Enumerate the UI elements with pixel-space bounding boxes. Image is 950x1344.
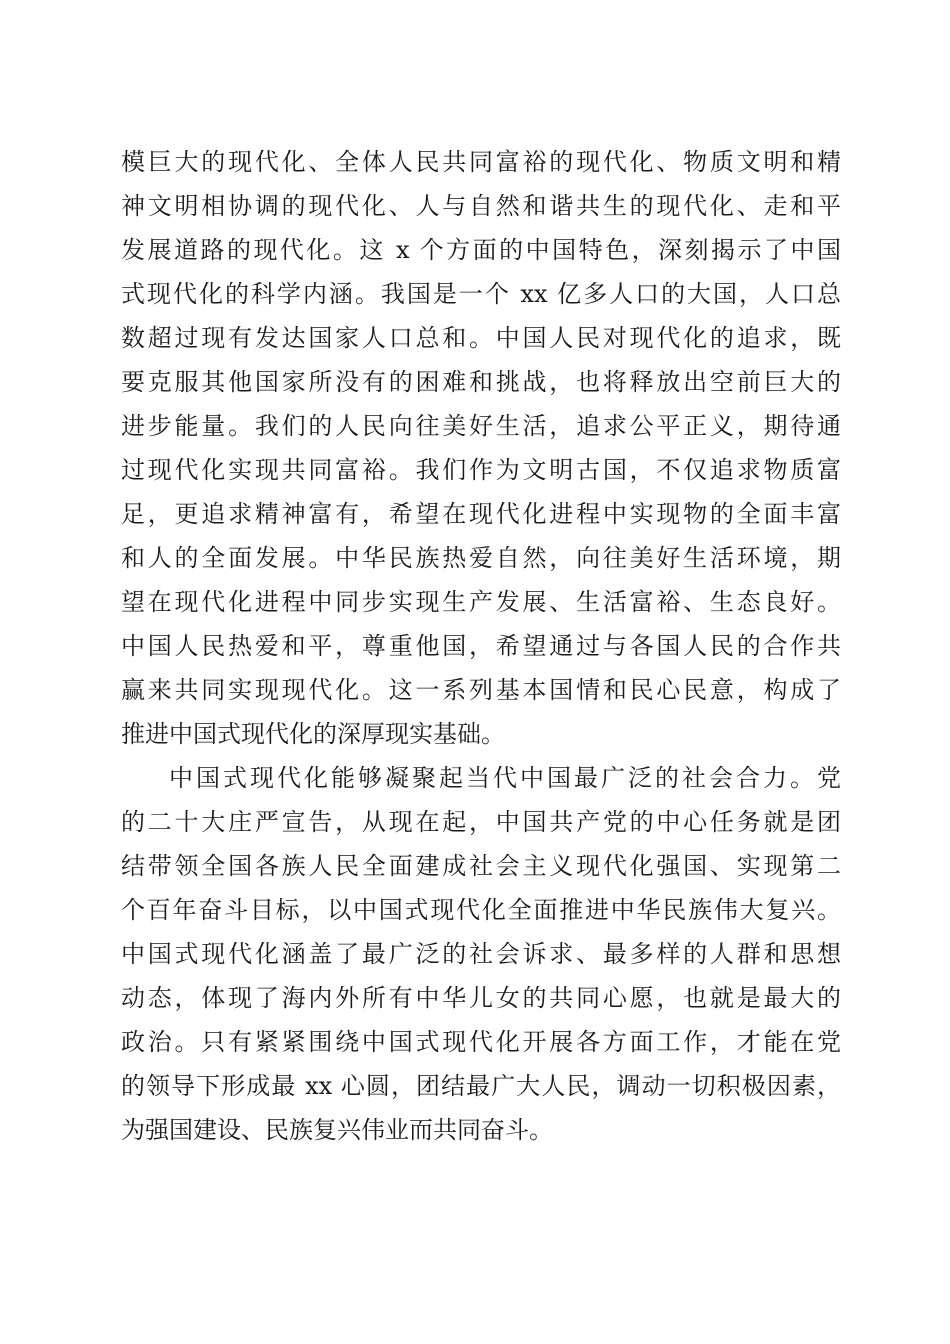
paragraph-2 xyxy=(121,756,841,1152)
paragraph-line: 动态，体现了海内外所有中华儿女的共同心愿，也就是最大的 xyxy=(121,984,841,1012)
paragraph-line: 数超过现有发达国家人口总和。中国人民对现代化的追求，既 xyxy=(121,324,841,352)
paragraph-line: 的二十大庄严宣告，从现在起，中国共产党的中心任务就是团 xyxy=(121,808,841,836)
paragraph-line: 过现代化实现共同富裕。我们作为文明古国，不仅追求物质富 xyxy=(121,456,841,484)
paragraph-line: 足，更追求精神富有，希望在现代化进程中实现物的全面丰富 xyxy=(121,500,841,528)
paragraph-1 xyxy=(121,140,841,756)
paragraph-line: 模巨大的现代化、全体人民共同富裕的现代化、物质文明和精 xyxy=(121,148,841,176)
paragraph-line: 式现代化的科学内涵。我国是一个 xx 亿多人口的大国，人口总 xyxy=(121,280,841,308)
paragraph-line: 中国式现代化能够凝聚起当代中国最广泛的社会合力。党 xyxy=(169,764,841,792)
paragraph-line: 进步能量。我们的人民向往美好生活，追求公平正义，期待通 xyxy=(121,412,841,440)
document-body xyxy=(121,140,841,1152)
paragraph-line: 望在现代化进程中同步实现生产发展、生活富裕、生态良好。 xyxy=(121,588,841,616)
paragraph-line: 为强国建设、民族复兴伟业而共同奋斗。 xyxy=(121,1116,553,1144)
paragraph-line: 结带领全国各族人民全面建成社会主义现代化强国、实现第二 xyxy=(121,852,841,880)
paragraph-line: 个百年奋斗目标，以中国式现代化全面推进中华民族伟大复兴。 xyxy=(121,896,841,924)
paragraph-line: 赢来共同实现现代化。这一系列基本国情和民心民意，构成了 xyxy=(121,676,841,704)
paragraph-line: 和人的全面发展。中华民族热爱自然，向往美好生活环境，期 xyxy=(121,544,841,572)
paragraph-line: 发展道路的现代化。这 x 个方面的中国特色，深刻揭示了中国 xyxy=(121,236,841,264)
paragraph-line: 政治。只有紧紧围绕中国式现代化开展各方面工作，才能在党 xyxy=(121,1028,841,1056)
paragraph-line: 中国人民热爱和平，尊重他国，希望通过与各国人民的合作共 xyxy=(121,632,841,660)
paragraph-line: 推进中国式现代化的深厚现实基础。 xyxy=(121,720,505,748)
paragraph-line: 中国式现代化涵盖了最广泛的社会诉求、最多样的人群和思想 xyxy=(121,940,841,968)
paragraph-line: 要克服其他国家所没有的困难和挑战，也将释放出空前巨大的 xyxy=(121,368,841,396)
paragraph-line: 的领导下形成最 xx 心圆，团结最广大人民，调动一切积极因素， xyxy=(121,1072,841,1100)
paragraph-line: 神文明相协调的现代化、人与自然和谐共生的现代化、走和平 xyxy=(121,192,841,220)
